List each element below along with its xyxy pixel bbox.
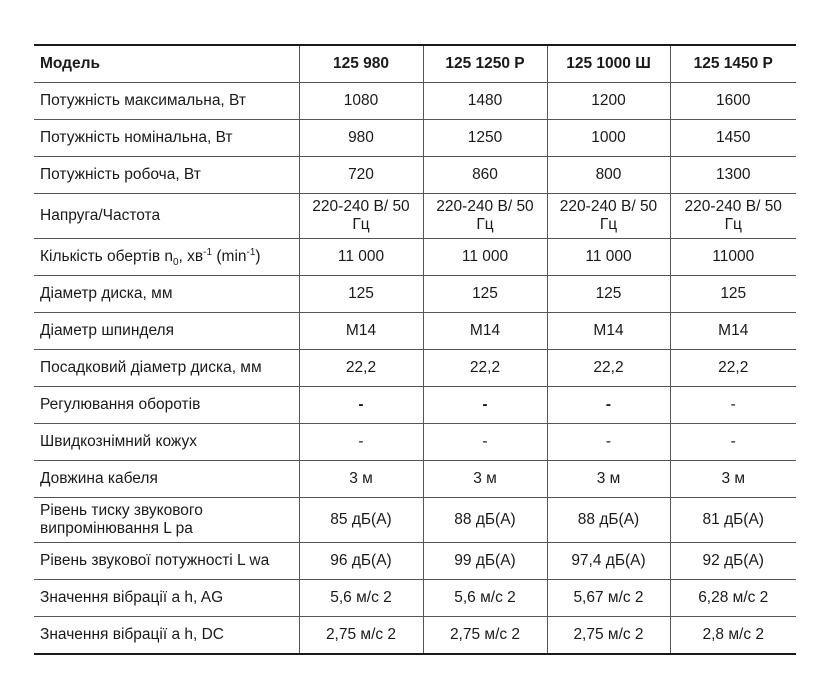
cell-value: 860 [423, 157, 547, 194]
row-label-text: , хв [178, 248, 204, 265]
table-row [34, 83, 796, 120]
cell-value: 720 [299, 157, 423, 194]
cell-value: 1450 [670, 120, 796, 157]
table-row [34, 580, 796, 617]
row-label-text: Кількість обертів n [40, 248, 173, 265]
cell-value: 11 000 [423, 239, 547, 276]
table-row [34, 543, 796, 580]
model-header: 125 1000 Ш [547, 45, 670, 83]
cell-value: 1480 [423, 83, 547, 120]
row-label: Рівень звукової потужності L wa [34, 543, 299, 580]
cell-value: 1080 [299, 83, 423, 120]
cell-value: 1200 [547, 83, 670, 120]
row-label-text: (min [212, 248, 247, 265]
cell-value: 125 [423, 276, 547, 313]
cell-value: 11 000 [547, 239, 670, 276]
row-label-text: ) [255, 248, 261, 265]
cell-value: 6,28 м/с 2 [670, 580, 796, 617]
row-label: Довжина кабеля [34, 461, 299, 498]
header-label: Модель [34, 45, 299, 83]
row-label: Діаметр шпинделя [34, 313, 299, 350]
row-label: Потужність максимальна, Вт [34, 83, 299, 120]
cell-value: M14 [547, 313, 670, 350]
row-label: Регулювання оборотів [34, 387, 299, 424]
model-header: 125 980 [299, 45, 423, 83]
cell-value: 3 м [670, 461, 796, 498]
cell-value: 5,67 м/с 2 [547, 580, 670, 617]
cell-value: - [547, 424, 670, 461]
model-header: 125 1250 Р [423, 45, 547, 83]
table-row [34, 276, 796, 313]
cell-value: 88 дБ(А) [423, 498, 547, 543]
cell-value: - [670, 387, 796, 424]
cell-value: 22,2 [299, 350, 423, 387]
row-label: Потужність робоча, Вт [34, 157, 299, 194]
cell-value: 2,75 м/с 2 [423, 617, 547, 655]
table-row [34, 120, 796, 157]
row-label: Посадковий діаметр диска, мм [34, 350, 299, 387]
cell-value: 3 м [423, 461, 547, 498]
cell-value: 85 дБ(А) [299, 498, 423, 543]
cell-value: 22,2 [547, 350, 670, 387]
table-row [34, 461, 796, 498]
cell-value: - [423, 424, 547, 461]
subscript: 0 [172, 257, 179, 269]
cell-value: 2,75 м/с 2 [547, 617, 670, 655]
table-row [34, 157, 796, 194]
cell-value: 22,2 [670, 350, 796, 387]
cell-value: - [423, 387, 547, 424]
cell-value: M14 [299, 313, 423, 350]
table-row [34, 313, 796, 350]
cell-value: 97,4 дБ(А) [547, 543, 670, 580]
cell-value: 5,6 м/с 2 [423, 580, 547, 617]
row-label: Напруга/Частота [34, 194, 299, 239]
cell-value: - [670, 424, 796, 461]
cell-value: 22,2 [423, 350, 547, 387]
row-label: Потужність номінальна, Вт [34, 120, 299, 157]
cell-value: 980 [299, 120, 423, 157]
cell-value: 81 дБ(А) [670, 498, 796, 543]
table-row [34, 350, 796, 387]
row-label: Значення вібрації a h, DC [34, 617, 299, 655]
cell-value: - [299, 424, 423, 461]
cell-value: 3 м [547, 461, 670, 498]
superscript: -1 [246, 246, 256, 258]
cell-value: 88 дБ(А) [547, 498, 670, 543]
header-row [34, 45, 796, 83]
cell-value: 2,8 м/с 2 [670, 617, 796, 655]
row-label: Діаметр диска, мм [34, 276, 299, 313]
row-label [34, 239, 299, 276]
row-label: Рівень тиску звукового випромінювання L pa [34, 498, 299, 543]
superscript: -1 [203, 246, 213, 258]
cell-value: 1000 [547, 120, 670, 157]
cell-value: 92 дБ(А) [670, 543, 796, 580]
cell-value: 1250 [423, 120, 547, 157]
cell-value: 800 [547, 157, 670, 194]
cell-value: 96 дБ(А) [299, 543, 423, 580]
cell-value: 220-240 В/ 50 Гц [670, 194, 796, 239]
table-row [34, 239, 796, 276]
cell-value: 11 000 [299, 239, 423, 276]
cell-value: 2,75 м/с 2 [299, 617, 423, 655]
cell-value: M14 [670, 313, 796, 350]
cell-value: 1300 [670, 157, 796, 194]
cell-value: 220-240 В/ 50 Гц [547, 194, 670, 239]
row-label: Значення вібрації a h, AG [34, 580, 299, 617]
cell-value: - [547, 387, 670, 424]
table-row [34, 617, 796, 655]
spec-table [34, 44, 796, 655]
table-row [34, 387, 796, 424]
cell-value: - [299, 387, 423, 424]
cell-value: 125 [547, 276, 670, 313]
table-row [34, 498, 796, 543]
cell-value: 125 [670, 276, 796, 313]
cell-value: M14 [423, 313, 547, 350]
model-header: 125 1450 Р [670, 45, 796, 83]
cell-value: 220-240 В/ 50 Гц [299, 194, 423, 239]
cell-value: 5,6 м/с 2 [299, 580, 423, 617]
row-label: Швидкознімний кожух [34, 424, 299, 461]
cell-value: 11000 [670, 239, 796, 276]
table-row [34, 424, 796, 461]
cell-value: 3 м [299, 461, 423, 498]
cell-value: 220-240 В/ 50 Гц [423, 194, 547, 239]
cell-value: 99 дБ(А) [423, 543, 547, 580]
cell-value: 1600 [670, 83, 796, 120]
cell-value: 125 [299, 276, 423, 313]
table-row [34, 194, 796, 239]
